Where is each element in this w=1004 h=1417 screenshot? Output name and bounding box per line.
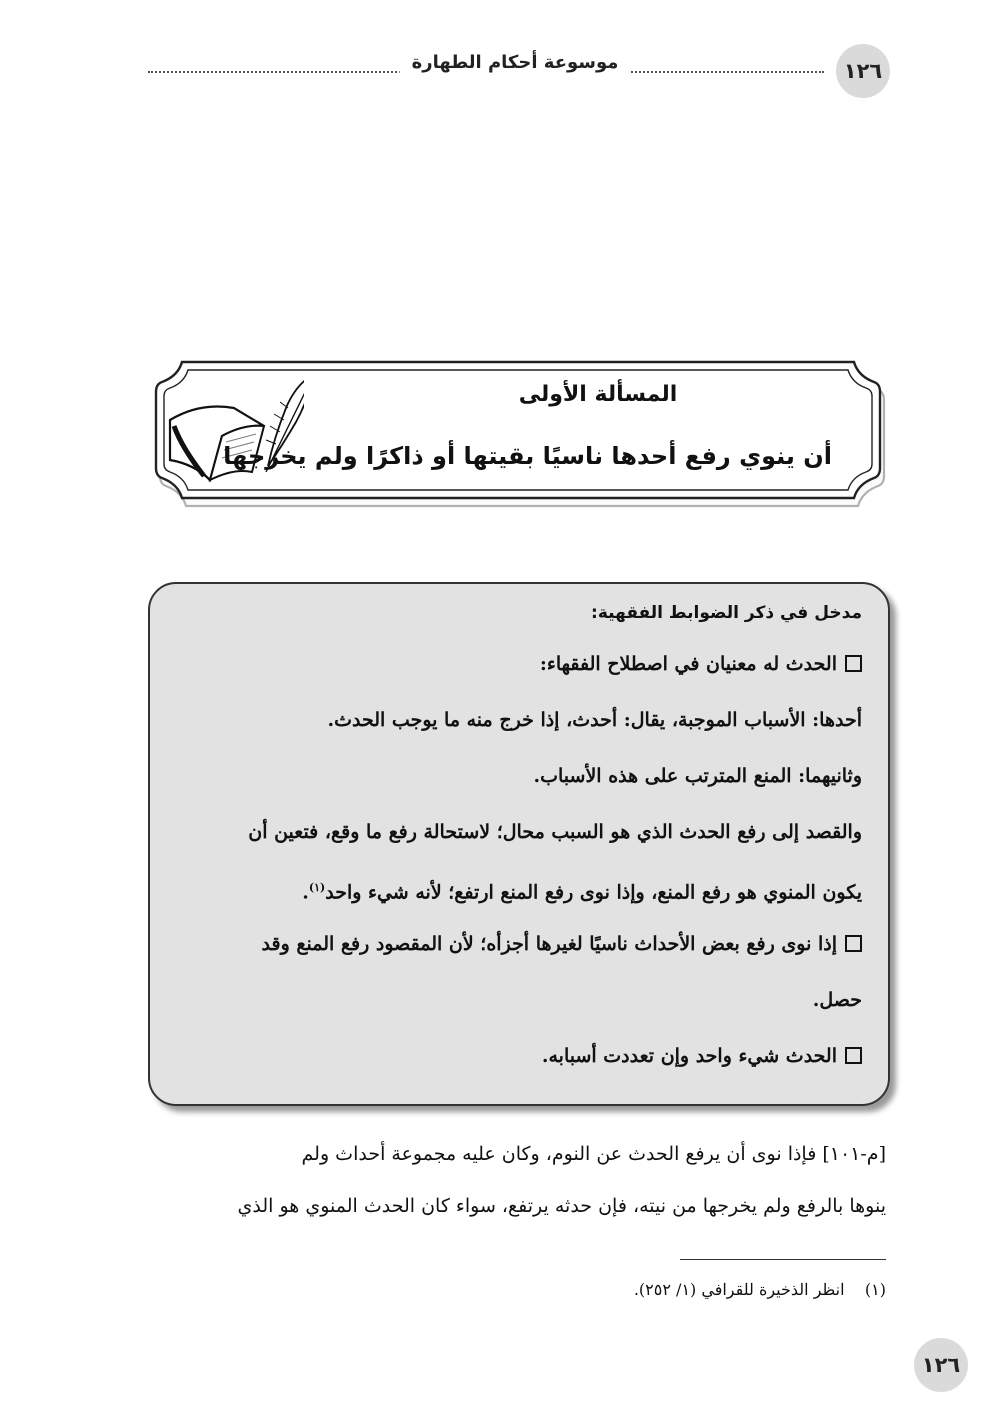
rule-line: حصل. bbox=[812, 989, 862, 1011]
footnote-marker: (١) bbox=[864, 1280, 886, 1299]
book-and-quill-icon bbox=[164, 368, 304, 488]
checkbox-bullet-icon bbox=[845, 655, 862, 672]
question-subtitle: أن ينوي رفع أحدها ناسيًا بقيتها أو ذاكرًا ولم يخرجها bbox=[223, 442, 832, 470]
rule-line: يكون المنوي هو رفع المنع، وإذا نوى رفع المنع ارتفع؛ لأنه شيء واحد$^{(١)}$. bbox=[302, 881, 862, 904]
footer-page-number: ١٢٦ bbox=[914, 1338, 968, 1392]
rule-item: إذا نوى رفع بعض الأحداث ناسيًا لغيرها أجزأه؛ لأن المقصود رفع المنع وقد bbox=[174, 922, 862, 978]
body-line: [م-١٠١] فإذا نوى أن يرفع الحدث عن النوم، وكان عليه مجموعة أحداث ولم bbox=[301, 1143, 886, 1165]
checkbox-bullet-icon bbox=[845, 1047, 862, 1064]
footnote bbox=[634, 1280, 886, 1299]
footnote-reference[interactable]: (١) bbox=[308, 881, 326, 894]
question-title-frame bbox=[146, 356, 890, 512]
book-title: موسوعة أحكام الطهارة bbox=[400, 52, 631, 73]
jurisprudence-rules-box bbox=[148, 582, 890, 1106]
footnote-text: انظر الذخيرة للقرافي (١/ ٢٥٢). bbox=[633, 1280, 845, 1299]
rule-item: الحدث شيء واحد وإن تعددت أسبابه. bbox=[174, 1034, 862, 1090]
checkbox-bullet-icon bbox=[845, 935, 862, 952]
body-line: ينوها بالرفع ولم يخرجها من نيته، فإن حدثه يرتفع، سواء كان الحدث المنوي هو الذي bbox=[237, 1195, 886, 1217]
rule-line: وثانيهما: المنع المترتب على هذه الأسباب. bbox=[533, 765, 862, 787]
question-title: المسألة الأولى bbox=[518, 382, 678, 407]
rule-line: والقصد إلى رفع الحدث الذي هو السبب محال؛ لاستحالة رفع ما وقع، فتعين أن bbox=[248, 821, 862, 843]
running-header bbox=[140, 44, 890, 96]
rules-heading: مدخل في ذكر الضوابط الفقهية: bbox=[591, 603, 862, 623]
header-page-number: ١٢٦ bbox=[836, 44, 890, 98]
rule-line: أحدها: الأسباب الموجبة، يقال: أحدث، إذا خرج منه ما يوجب الحدث. bbox=[327, 709, 862, 731]
rule-item: الحدث له معنيان في اصطلاح الفقهاء: bbox=[174, 642, 862, 698]
body-paragraph bbox=[150, 1128, 886, 1232]
footnote-separator bbox=[680, 1259, 886, 1260]
